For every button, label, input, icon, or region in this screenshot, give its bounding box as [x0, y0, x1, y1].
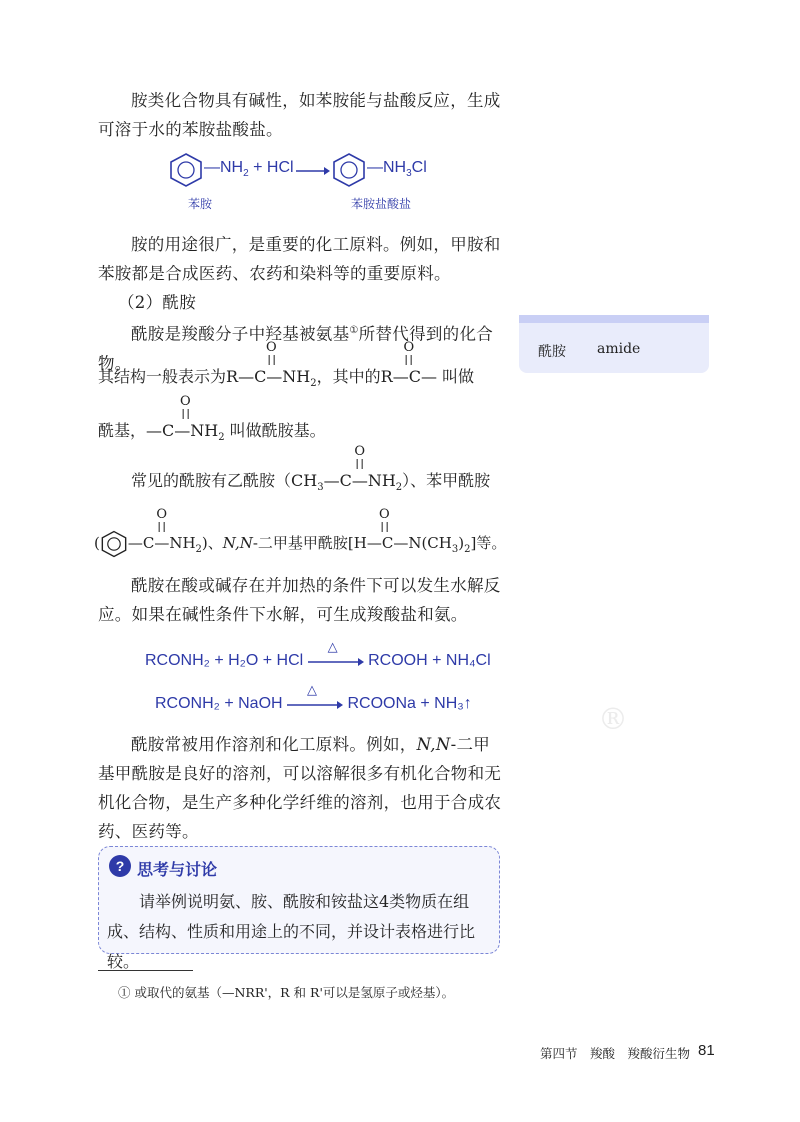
benzene-ring-icon	[100, 530, 128, 558]
reaction-arrow-icon	[287, 700, 343, 710]
label-anilinium-chloride: 苯胺盐酸盐	[351, 197, 412, 211]
paragraph-amide-definition: 酰胺是羧酸分子中羟基被氨基①所替代得到的化合物。	[98, 324, 494, 373]
heat-symbol: △	[327, 638, 338, 654]
glossary-term-english: amide	[597, 341, 641, 357]
footnote-divider	[98, 970, 193, 971]
benzene-ring-icon	[168, 152, 204, 188]
amide-group-formula: O $—C—NH_2$	[146, 394, 225, 444]
think-discuss-box	[98, 846, 500, 971]
heat-symbol: △	[307, 681, 318, 697]
section-heading-amide: （2）酰胺	[118, 293, 196, 312]
sidebar-glossary-box	[519, 315, 709, 373]
paragraph-amide-uses: 酰胺常被用作溶剂和化工原料。例如，N,N-二甲基甲酰胺是良好的溶剂，可以溶解很多有机化合物和无机化合物，是生产多种化学纤维的溶剂，也用于合成农药、医药等。	[98, 735, 502, 841]
question-icon: ?	[109, 855, 131, 877]
paragraph-amide-hydrolysis: 酰胺在酸或碱存在并加热的条件下可以发生水解反应。如果在碱性条件下水解，可生成羧酸盐和氨。	[98, 576, 501, 624]
page-number: 81	[698, 1042, 715, 1059]
paragraph-amine-basicity: 胺类化合物具有碱性，如苯胺能与盐酸反应，生成可溶于水的苯胺盐酸盐。	[98, 91, 501, 139]
anilinium-chloride-formula: $—NH_3Cl$	[367, 159, 427, 180]
acyl-group-formula: O R—C—	[380, 340, 437, 386]
watermark-logo	[530, 702, 628, 792]
hydrolysis-base-equation: RCONH₂ + NaOH △ RCOONa + NH₃↑	[155, 681, 472, 712]
reaction-arrow-icon	[296, 166, 330, 176]
section-footer: 第四节 羧酸 羧酸衍生物	[540, 1046, 691, 1061]
footnote-marker[interactable]: ①	[349, 325, 359, 336]
benzamide-formula: O —C—NH	[127, 507, 196, 552]
registered-trademark-symbol: ®	[598, 702, 628, 737]
common-amides-line: 常见的酰胺有乙酰胺（$CH_3$ O $—C—NH_2$）、苯甲酰胺	[131, 444, 491, 494]
aniline-formula: $—NH_2$ + HCl	[204, 159, 294, 180]
aniline-hcl-reaction	[168, 150, 438, 210]
benzamide-dmf-line: ( O $—C—NH_2$)、N,N-二甲基甲酰胺 O $[H—C—N(CH_3)_2]$等。	[94, 530, 506, 558]
hydrolysis-acid-equation: RCONH₂ + H₂O + HCl △ RCOOH + NH₄Cl	[145, 638, 491, 669]
think-discuss-title: 思考与讨论	[137, 862, 218, 879]
footnote-text: ① 或取代的氨基（—NRR'，R 和 R'可以是氢原子或烃基）。	[118, 985, 455, 1000]
benzene-ring-icon	[331, 152, 367, 188]
acyl-amide-group-line: 酰基， O $—C—NH_2$ 叫做酰胺基。	[98, 394, 326, 444]
dmf-formula: O [H—C—N(CH	[347, 507, 452, 552]
label-aniline: 苯胺	[188, 197, 213, 211]
reaction-arrow-icon	[308, 657, 364, 667]
acetamide-formula: $CH_3$ O $—C—NH_2$	[291, 444, 403, 494]
think-discuss-text: 请举例说明氨、胺、酰胺和铵盐这4类物质在组成、结构、性质和用途上的不同，并设计表格进行比较。	[107, 892, 476, 971]
amide-general-structure-line: 其结构一般表示为 O $R—C—NH_2$，其中的 O R—C— 叫做	[98, 340, 475, 390]
amide-general-formula: O $R—C—NH_2$	[226, 340, 317, 390]
glossary-term-chinese: 酰胺	[538, 344, 566, 360]
paragraph-amine-uses: 胺的用途很广，是重要的化工原料。例如，甲胺和苯胺都是合成医药、农药和染料等的重要原料。	[98, 235, 501, 283]
